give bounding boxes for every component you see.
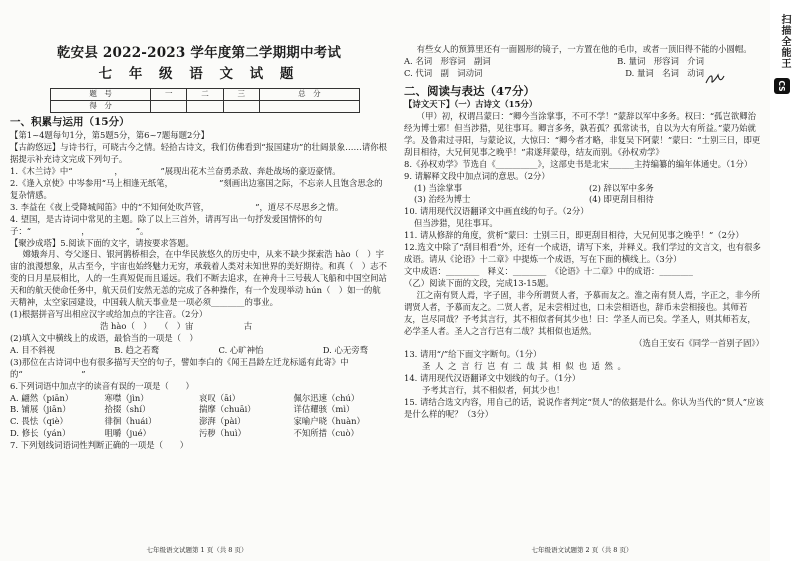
q6-d-2: 咀嚼（jué） <box>104 428 151 439</box>
q6-d-3: 污秽（huì） <box>199 428 246 439</box>
question-7: 7. 下列划线词语词性判断正确的一项是（ ） <box>10 440 189 451</box>
section-2-heading: 二、阅读与表达（47分） <box>404 83 536 98</box>
q6-c-1: C. 畏怯（qiè） <box>10 416 68 427</box>
q9-item: (4) 即更刮目相待 <box>589 194 654 205</box>
q9-item: (1) 当涂掌事 <box>414 182 463 193</box>
passage-jia <box>404 111 764 159</box>
score-cell: 得 分 <box>51 101 151 113</box>
question-1: 1.《木兰诗》中“ ， ”展现出花木兰奋勇杀敌、奔赴战场的豪迈豪情。 <box>10 165 341 176</box>
q9-item: (3) 治经为博士 <box>414 194 471 205</box>
q6-c-3: 澎湃（pài） <box>199 416 246 427</box>
sub-question-1: (1)根据拼音写出相应汉字或给加点的字注音。（2分） <box>10 309 208 320</box>
q7-sentence: 有些女人的预算里还有一面圆形的镜子，一方置在他的毛巾，或者一顶旧得不能的小圆帽。 <box>416 44 752 54</box>
option-a[interactable]: A. 名词 形容词 副词 <box>404 55 491 66</box>
reading-intro: 【聚沙成塔】5.阅读下面的文字，请按要求答题。 <box>10 237 194 248</box>
q6-a-1: A. 翩然（piān） <box>10 392 74 403</box>
score-table-value-row <box>51 101 360 113</box>
scanner-logo-icon: CS <box>774 78 790 94</box>
option-b[interactable]: B. 趋之若鹜 <box>114 344 160 355</box>
question-12-blanks: 文中成语：________ 释义：________ 《论语》十二章》中的成语：________ <box>404 266 693 276</box>
handwritten-mark <box>704 72 726 86</box>
question-9: 9. 请解释文段中加点词的意思。（2分） <box>404 170 550 181</box>
question-10: 10. 请用现代汉语翻译文中画直线的句子。（2分） <box>404 206 589 217</box>
right-page <box>394 0 770 561</box>
score-cell[interactable] <box>187 101 223 113</box>
left-page <box>0 0 394 561</box>
passage-yi-source: （选自王安石《同学一首别子固》） <box>634 337 764 348</box>
right-page-footer: 七年级语文试题第 2 页（共 8 页） <box>531 545 633 554</box>
passage-yi-intro: （乙）阅读下面的文段，完成13-15题。 <box>404 277 554 288</box>
option-a[interactable]: A. 目不斜视 <box>10 344 55 355</box>
q6-b-2: 拾掇（shí） <box>104 404 151 415</box>
q6-c-2: 徘徊（huái） <box>104 416 157 427</box>
sub-question-1-blanks: 浩 hào（ ） （ ）宙 古 <box>100 320 253 331</box>
q6-b-4: 详估耀骇（mì） <box>293 404 355 415</box>
q6-b-1: B. 铺展（jiān） <box>10 404 71 415</box>
q7-options-row-1 <box>404 56 764 68</box>
q9-item: (2) 辞以军中多务 <box>589 182 654 193</box>
option-b[interactable]: B. 量词 形容词 介词 <box>617 55 704 66</box>
q6-a-3: 哀叹（āi） <box>199 392 241 403</box>
sub-question-2-options <box>10 345 388 357</box>
score-cell: 题 号 <box>51 89 151 101</box>
question-11: 11. 请从修辞的角度，赏析“蒙曰：士别三日，即更刮目相待，大兄何见事之晚乎！”（2分） <box>404 230 744 241</box>
q6-d-4: 不知所措（cuò） <box>293 428 359 439</box>
q6-d-1: D. 修长（yán） <box>10 428 71 439</box>
score-cell: 一 <box>151 89 187 101</box>
exam-title: 乾安县 2022-2023 学年度第二学期期中考试 <box>56 45 342 61</box>
exam-subtitle: 七 年 级 语 文 试 题 <box>98 66 300 83</box>
passage-jia-source: 《孙权劝学》 <box>617 146 664 157</box>
reading-passage: 嫦娥奔月、夸父逐日、银河鹊桥相会，在中华民族悠久的历史中，从来不缺少探索浩 hào（ ）宇宙的浪漫想象，从古至今，宇宙也始终魅力无穷，承载着人类对未知世界的美好期待。和真（ ）志不变的日月星辰相比，人的一生真短促而且遥远。我们不断去追求，在神舟十三号载人飞船和中国空间站天和的航天使命任务中，航天员们安然无恙的完成了各种操作，有一个发现举动 hún（ ）如一的航天精神，太空家园建设，中国载人航天事业是一项必须________的事业。 <box>10 249 387 308</box>
question-13: 13. 请用“/”给下面文字断句。（1分） <box>404 349 542 360</box>
option-c[interactable]: C. 心旷神怡 <box>218 344 264 355</box>
question-13-text: 圣 人 之 言 行 岂 有 二 哉 其 相 似 也 适 然 。 <box>422 361 627 372</box>
question-14-line: 予考其言行，其不相似者，何其少也！ <box>422 385 565 396</box>
question-6-options <box>10 393 388 441</box>
option-d[interactable]: D. 心无旁骛 <box>322 344 368 355</box>
poetry-intro: 【古韵悠远】与诗书行，可晓古今之情。轻拾古诗文，我们仿佛看到“报国建功”的壮阔景象……请你根据提示补充诗文完成下列句子。 <box>10 142 388 165</box>
score-cell[interactable] <box>223 101 259 113</box>
score-cell: 三 <box>223 89 259 101</box>
option-d[interactable]: D. 量词 名词 动词 <box>625 67 704 78</box>
score-table-header-row <box>51 89 360 101</box>
score-table <box>50 88 360 113</box>
section-1-note: 【第1~4题每句1分，第5题5分，第6~7题每题2分】 <box>10 130 210 141</box>
option-c[interactable]: C. 代词 副 词动词 <box>404 67 483 78</box>
sub-question-3: (3)那位在古诗词中也有很多描写天空的句子，譬如李白的《闻王昌龄左迁龙标遥有此寄》中的“ ” <box>10 356 349 379</box>
question-3: 3. 李益在《夜上受降城闻笛》中的“不知何处吹芦管， ”，道尽不尽思乡之情。 <box>10 201 344 212</box>
q6-c-4: 家喻户晓（huàn） <box>293 416 365 427</box>
question-2: 2.《逢入京使》中岑参用“马上相逢无纸笔， ”刻画出边塞国之际，不忘亲人且饱含思念的复杂情感。 <box>10 177 383 200</box>
question-14: 14. 请用现代汉语翻译文中划线的句子。（1分） <box>404 373 581 384</box>
question-12: 12.选文中除了“刮目相看”外，还有一个成语，请写下来，并释义。我们学过的文言文，也有很多成语。请从《论语》十二章》中提炼一个成语，写在下面的横线上。（3分） <box>404 242 761 265</box>
question-10-line: 但当涉猎，见往事耳。 <box>414 218 498 229</box>
q6-b-3: 揣摩（chuāi） <box>199 404 256 415</box>
sub-question-2: (2)填入文中横线上的成语，最恰当的一项是（ ） <box>10 332 198 343</box>
passage-jia-text: （甲）初，权谓吕蒙曰：“卿今当涂掌事，不可不学！”蒙辞以军中多务。权曰：“孤岂欲卿治经为博士邪！但当涉猎，见往事耳。卿言多务，孰若孤？孤常读书，自以为大有所益。”蒙乃始就学。及鲁肃过寻阳，与蒙论议，大惊曰：“卿今者才略，非复吴下阿蒙！”蒙曰：“士别三日，即更刮目相待，大兄何见事之晚乎！”肃遂拜蒙母，结友而别。 <box>404 111 761 157</box>
left-page-footer: 七年级语文试题第 1 页（共 8 页） <box>146 545 248 554</box>
q6-a-4: 佩尔迅速（chú） <box>293 392 360 403</box>
scanner-strip <box>770 0 794 561</box>
score-cell[interactable] <box>151 101 187 113</box>
poem-section-title: 【诗文天下】（一）古诗文（15分） <box>404 99 538 110</box>
question-15: 15. 请结合选文内容，用自己的话，说说作者判定“贤人”的依据是什么。你认为当代的“贤人”应该是什么样的呢？（3分） <box>404 397 764 420</box>
question-8: 8.《孙权劝学》节选自《__________》，这部史书是北宋______主持编纂的编年体通史。（1分） <box>404 158 753 169</box>
score-cell: 二 <box>187 89 223 101</box>
section-1-heading: 一、积累与运用（15分） <box>10 116 130 129</box>
scanner-side-text: 扫描全能王 <box>779 14 790 69</box>
score-cell[interactable] <box>259 101 359 113</box>
q6-a-2: 寒噤（jìn） <box>104 392 149 403</box>
passage-yi: 江之南有贤人焉，字子固，非今所谓贤人者，予慕而友之。淮之南有贤人焉，字正之，非今所谓贤人者，予慕而友之。二贤人者，足未尝相过也，口未尝相语也，辞币未尝相接也。其师若友，岂尽同哉？予考其言行，其不相似者何其少也！曰：学圣人而已矣。学圣人，则其师若友，必学圣人者。圣人之言行岂有二哉？其相似也适然。 <box>404 289 760 336</box>
question-6: 6.下列词语中加点字的读音有误的一项是（ ） <box>10 380 194 391</box>
question-9-items <box>404 183 764 207</box>
question-4: 4. 望国，是古诗词中常见的主题。除了以上三首外，请再写出一句抒发爱国情怀的句子：“ ， ”。 <box>10 213 323 236</box>
score-cell: 总 分 <box>259 89 359 101</box>
